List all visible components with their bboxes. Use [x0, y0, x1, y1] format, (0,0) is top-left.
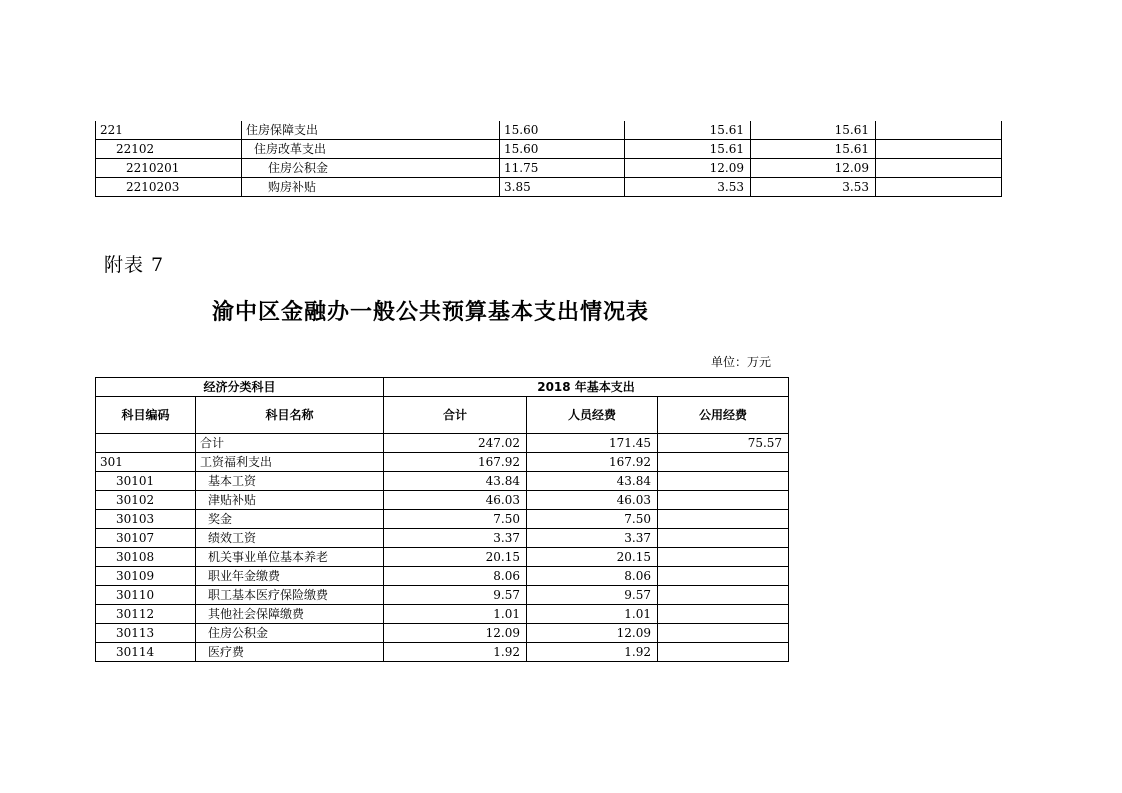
row-value-2: 12.09 [625, 159, 751, 178]
row-total: 9.57 [384, 586, 527, 605]
table-row [96, 178, 1002, 197]
row-personnel: 20.15 [527, 548, 658, 567]
row-total: 43.84 [384, 472, 527, 491]
row-code: 30103 [96, 510, 196, 529]
row-name: 住房公积金 [242, 159, 500, 178]
row-total: 167.92 [384, 453, 527, 472]
row-public [658, 586, 789, 605]
row-personnel: 46.03 [527, 491, 658, 510]
row-name: 津贴补贴 [196, 491, 384, 510]
row-public [658, 453, 789, 472]
table-row [96, 434, 789, 453]
row-value-4 [876, 121, 1002, 140]
row-value-4 [876, 159, 1002, 178]
row-code: 22102 [96, 140, 242, 159]
group-header-basic-expenditure: 2018 年基本支出 [384, 378, 789, 397]
row-value-1: 15.60 [500, 121, 625, 140]
column-header-personnel: 人员经费 [527, 397, 658, 434]
row-code: 221 [96, 121, 242, 140]
table-row [96, 472, 789, 491]
row-name: 工资福利支出 [196, 453, 384, 472]
row-personnel: 167.92 [527, 453, 658, 472]
row-code: 30107 [96, 529, 196, 548]
row-total: 7.50 [384, 510, 527, 529]
column-header-total: 合计 [384, 397, 527, 434]
row-personnel: 43.84 [527, 472, 658, 491]
row-total: 1.92 [384, 643, 527, 662]
row-total: 247.02 [384, 434, 527, 453]
row-code: 30109 [96, 567, 196, 586]
row-code: 30110 [96, 586, 196, 605]
row-code: 301 [96, 453, 196, 472]
row-personnel: 9.57 [527, 586, 658, 605]
row-name: 合计 [196, 434, 384, 453]
row-public [658, 624, 789, 643]
row-total: 1.01 [384, 605, 527, 624]
page-title: 渝中区金融办一般公共预算基本支出情况表 [212, 300, 650, 325]
table-row [96, 567, 789, 586]
row-value-4 [876, 178, 1002, 197]
row-value-1: 3.85 [500, 178, 625, 197]
row-public [658, 548, 789, 567]
table-row [96, 624, 789, 643]
table-row [96, 510, 789, 529]
row-total: 20.15 [384, 548, 527, 567]
row-name: 购房补贴 [242, 178, 500, 197]
column-header-public: 公用经费 [658, 397, 789, 434]
row-code: 30113 [96, 624, 196, 643]
row-code [96, 434, 196, 453]
row-public [658, 643, 789, 662]
row-name: 机关事业单位基本养老 [196, 548, 384, 567]
row-personnel: 7.50 [527, 510, 658, 529]
row-public [658, 510, 789, 529]
column-header-name: 科目名称 [196, 397, 384, 434]
row-personnel: 8.06 [527, 567, 658, 586]
row-public [658, 472, 789, 491]
table-row [96, 140, 1002, 159]
table-row [96, 453, 789, 472]
table-row [96, 643, 789, 662]
unit-label: 单位：万元 [711, 355, 772, 369]
table-row [96, 529, 789, 548]
row-value-1: 11.75 [500, 159, 625, 178]
row-public [658, 605, 789, 624]
row-name: 职工基本医疗保险缴费 [196, 586, 384, 605]
row-value-1: 15.60 [500, 140, 625, 159]
row-name: 医疗费 [196, 643, 384, 662]
row-total: 46.03 [384, 491, 527, 510]
row-value-3: 15.61 [751, 121, 876, 140]
row-name: 住房公积金 [196, 624, 384, 643]
row-personnel: 1.92 [527, 643, 658, 662]
row-value-3: 15.61 [751, 140, 876, 159]
row-code: 30112 [96, 605, 196, 624]
basic-expenditure-table [95, 377, 789, 662]
row-public: 75.57 [658, 434, 789, 453]
group-header-economic-category: 经济分类科目 [96, 378, 384, 397]
row-name: 住房改革支出 [242, 140, 500, 159]
continued-expenditure-table [95, 121, 1002, 197]
row-personnel: 12.09 [527, 624, 658, 643]
table-row [96, 605, 789, 624]
table-row [96, 121, 1002, 140]
row-personnel: 1.01 [527, 605, 658, 624]
appendix-label: 附表 7 [104, 254, 165, 276]
row-personnel: 3.37 [527, 529, 658, 548]
table-row [96, 159, 1002, 178]
table-row [96, 491, 789, 510]
row-code: 30101 [96, 472, 196, 491]
row-public [658, 529, 789, 548]
row-value-2: 15.61 [625, 121, 751, 140]
row-name: 住房保障支出 [242, 121, 500, 140]
row-code: 30108 [96, 548, 196, 567]
table-row [96, 548, 789, 567]
row-value-2: 15.61 [625, 140, 751, 159]
row-name: 绩效工资 [196, 529, 384, 548]
row-value-4 [876, 140, 1002, 159]
row-personnel: 171.45 [527, 434, 658, 453]
row-name: 奖金 [196, 510, 384, 529]
row-name: 其他社会保障缴费 [196, 605, 384, 624]
row-code: 30114 [96, 643, 196, 662]
column-header-code: 科目编码 [96, 397, 196, 434]
row-name: 基本工资 [196, 472, 384, 491]
row-code: 2210201 [96, 159, 242, 178]
row-total: 12.09 [384, 624, 527, 643]
row-total: 3.37 [384, 529, 527, 548]
row-value-3: 12.09 [751, 159, 876, 178]
row-value-3: 3.53 [751, 178, 876, 197]
table-row [96, 586, 789, 605]
row-code: 2210203 [96, 178, 242, 197]
row-public [658, 491, 789, 510]
row-public [658, 567, 789, 586]
row-total: 8.06 [384, 567, 527, 586]
row-name: 职业年金缴费 [196, 567, 384, 586]
row-code: 30102 [96, 491, 196, 510]
row-value-2: 3.53 [625, 178, 751, 197]
